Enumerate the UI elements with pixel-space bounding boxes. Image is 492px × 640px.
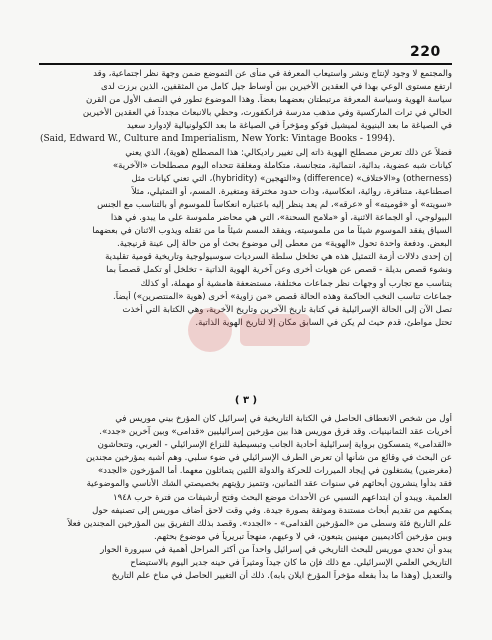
text-line: ونشوء قصص بديلة - قصص عن هويات أخرى وعن آخرية الهوية الذاتية - تخلخل أو تكمل قصصاً بما xyxy=(106,265,452,276)
text-line: (مغرضين) يشتغلون في إيجاد الميررات للحركة والدولة اللتين يتماثلون معهما. أما المؤرخون «الجدد» xyxy=(97,466,452,477)
text-line: سياسة الهوية وسياسة المعرفة مرتبطتان بعضهما بعضاً. وهذا الموضوع تطور في النصف الأول من القرن xyxy=(86,95,452,106)
text-line: تصل الآن إلى الحالة الإسرائيلية في كتابة تاريخ الآخرين وتاريخ الآخرية، وهي الكتابة التي أخذت xyxy=(122,304,452,315)
text-line: يمكنهم من تقديم أبحاث مستندة وموثقة بصورة جيدة. وفي وقت لاحق أضاف موريس إلى تصنيفه حول xyxy=(92,505,452,516)
text-line: اصطناعية، متنافرة، روائية، انعكاسية، وذات حدود مخترقة ومتغيرة. المسم، أو التمثيلي، مثلاً xyxy=(131,186,452,197)
text-line: علم التاريخ فئة وسطى من «المؤرخين القدامى» - «الجدد». وقصد بذلك التفريق بين المؤرخين المجندين فعلاً xyxy=(67,518,452,529)
header-rule xyxy=(39,63,452,65)
text-line: البعض. ودفعة واحدة تحول «الهوية» من معطى إلى موضوع بحث أو من حالة إلى عينة قرنيجية. xyxy=(116,239,452,250)
text-line: جماعات تناسب النخب الحاكمة وهذه الحالة قصص «من زاوية» أخرى (هوية «المنتصرين») أيضاً. xyxy=(113,291,452,302)
text-line: ارتفع مستوى الوعي بهذا في العقدين الأخيرين بين أوساط جيل كامل من المثقفين، الذين برزت لدى xyxy=(101,82,452,93)
text-line: «القدامى» يتمسكون برواية إسرائيلية أحادية الجانب وتبسيطية للنزاع الإسرائيلي - العربي، وتتحاشون xyxy=(97,440,452,451)
text-line: أول من شخص الانعطاف الحاصل في الكتابة التاريخية في إسرائيل كان المؤرخ بيني موريس في xyxy=(115,414,452,424)
watermark-logo xyxy=(170,300,320,360)
lower-text-block xyxy=(40,413,452,583)
text-line: (otherness) و«الاختلاف» (difference) و«التهجين» (hybridity)، التي تعني كيانات مثل xyxy=(131,173,452,184)
text-line: السياق يفقد الموسوم شيئاً ما من ملموسيته، ويفقد المسم شيئاً ما من ثقتله ويذوب الاثنان في بعضهما xyxy=(92,226,452,237)
text-line: يتناسب مع تجارب أو وجهات نظر جماعات مختلفة، مستضعفة هامشية أو مهملة، أو كذلك xyxy=(140,278,452,289)
text-line: الحالي في ترات الماركسية وفي مذهب مدرسة فرانكفورت، وحظي بالانبعاث مجدداً في العقدين الأخيرين xyxy=(82,108,452,119)
text-line: في الصياغة ما بعد البنيوية لميشيل فوكو ومؤخراً في الصياغة ما بعد الكولونيالية لإدوارد سعيد xyxy=(126,121,452,132)
citation-line: (Said, Edward W., Culture and Imperialism, New York: Vintage Books - 1994). xyxy=(40,134,396,145)
text-line: «سويته» أو «قوميته» أو «عرقه»، لم يعد ينظر إليه باعتباره انعكاساً للموسوم أو بالتناسب مع الجنس xyxy=(97,199,452,210)
text-line: البيولوجي، أو الجماعة الاثنية، أو «ملامح السحنة»، التي هي محاضر ملموسة على ما يبدو. في هذا xyxy=(110,213,452,224)
text-line: عن البحث في وقائع من شأنها أن تعرض الطرف الإسرائيلي في ضوء سلبي. وهم أشبه بمؤرخين مجندين xyxy=(85,453,452,464)
text-line: كيانات شبه عضوية، بدائية، انتمائية، متجانسة، متكاملة ومغلقة تتحداه اليوم مصطلحات «الآخرية» xyxy=(112,160,452,171)
upper-text-block xyxy=(40,68,452,330)
section-number: ( ٣ ) xyxy=(234,395,258,406)
text-line: يبدو أن تحدي موريس للبحث التاريخي في إسرائيل واحداً من أكثر المراحل أهمية في سيرورة الحوار xyxy=(100,544,452,555)
text-line: أخريات عقد الثمانينيات. وقد فرق موريس هذا بين مؤرخين إسرائيليين «قدامى» وبين آخرين «جدد». xyxy=(99,427,452,438)
text-line: تحتل مواطئ، قدم حيث لم يكن في السابق مكان إلا لتاريخ الهوية الذاتية. xyxy=(195,317,452,328)
text-line: إن إحدى دلالات أزمة التمثيل هذه هي تخلخل سلطة السرديات سوسيولوجية وتاريخية قومية تقليدية xyxy=(105,252,452,263)
text-line: وبين مؤرخين أكاديميين مهنيين يتبعون، في لا وعيهم، منهجاً تبريرياً في موضوع بحثهم. xyxy=(153,531,452,542)
text-line: والتعديل (وهذا ما بدأ بفعله مؤخراً المؤرخ ايلان بابه). ذلك أن التغيير الحاصل في مناخ علم التاريخ xyxy=(111,571,452,582)
page-number: 220 xyxy=(410,44,441,60)
text-line: العلمية. ويبدو أن ابتداعهم النسبي عن الأحداث موضع البحث وفتح أرشيفات من فترة حرب ١٩٤٨ xyxy=(113,492,452,503)
text-line: فقد بدأوا ينشرون أبحاثهم في سنوات عقد الثمانين، وتتميز رؤيتهم بخصيصتي الشك الأناسي والموضوعية xyxy=(86,479,452,490)
text-line: التاريخي العلمي الإسرائيلي. مع ذلك فإن ما كان جيداً ومثيراً في حينه جدير اليوم بالاستيضاح xyxy=(130,558,452,569)
text-line: والمجتمع لا وجود لإنتاج ونشر واستيعاب المعرفة في منأى عن التموضع ضمن وجهة نظر اجتماعية، وقد xyxy=(93,69,452,79)
text-line: فضلاً عن ذلك تعرض مصطلح الهوية ذاته إلى تغيير راديكالي: هذا المصطلح (هوية)، الذي يعني xyxy=(125,147,452,158)
